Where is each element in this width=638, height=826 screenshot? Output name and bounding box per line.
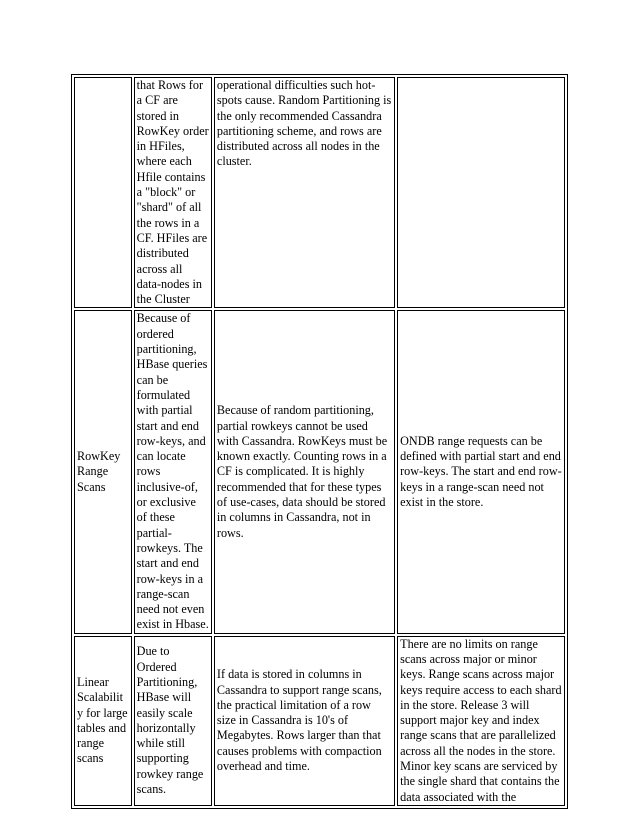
table-row xyxy=(74,636,565,806)
feature-cell: Linear Scalability for large tables and range scans xyxy=(74,636,132,806)
feature-cell xyxy=(74,77,132,308)
ondb-cell: There are no limits on range scans across major or minor keys. Range scans across major keys require access to each shard in the store. Release 3 will support major key and index range scans that are parallelized across all the nodes in the store. Minor key scans are serviced by the single shard that contains the data associated with the xyxy=(397,636,565,806)
cassandra-cell: If data is stored in columns in Cassandra to support range scans, the practical limitation of a row size in Cassandra is 10's of Megabytes. Rows larger than that causes problems with compaction overhead and time. xyxy=(214,636,395,806)
hbase-cell: that Rows for a CF are stored in RowKey order in HFiles, where each Hfile contains a "block" or "shard" of all the rows in a CF. HFiles are distributed across all data-nodes in the Cluster xyxy=(134,77,212,308)
table-row xyxy=(74,77,565,308)
hbase-cell: Due to Ordered Partitioning, HBase will easily scale horizontally while still supporting rowkey range scans. xyxy=(134,636,212,806)
table-row xyxy=(74,310,565,633)
cassandra-cell: Because of random partitioning, partial rowkeys cannot be used with Cassandra. RowKeys must be known exactly. Counting rows in a CF is complicated. It is highly recommended that for these types of use-cases, data should be stored in columns in Cassandra, not in rows. xyxy=(214,310,395,633)
hbase-cell: Because of ordered partitioning, HBase queries can be formulated with partial start and end row-keys, and can locate rows inclusive-of, or exclusive of these partial-rowkeys. The start and end row-keys in a range-scan need not even exist in Hbase. xyxy=(134,310,212,633)
ondb-cell xyxy=(397,77,565,308)
feature-cell: RowKey Range Scans xyxy=(74,310,132,633)
cassandra-cell: operational difficulties such hot-spots cause. Random Partitioning is the only recommended Cassandra partitioning scheme, and rows are distributed across all nodes in the cluster. xyxy=(214,77,395,308)
comparison-table xyxy=(71,74,568,809)
ondb-cell: ONDB range requests can be defined with partial start and end row-keys. The start and end row-keys in a range-scan need not exist in the store. xyxy=(397,310,565,633)
